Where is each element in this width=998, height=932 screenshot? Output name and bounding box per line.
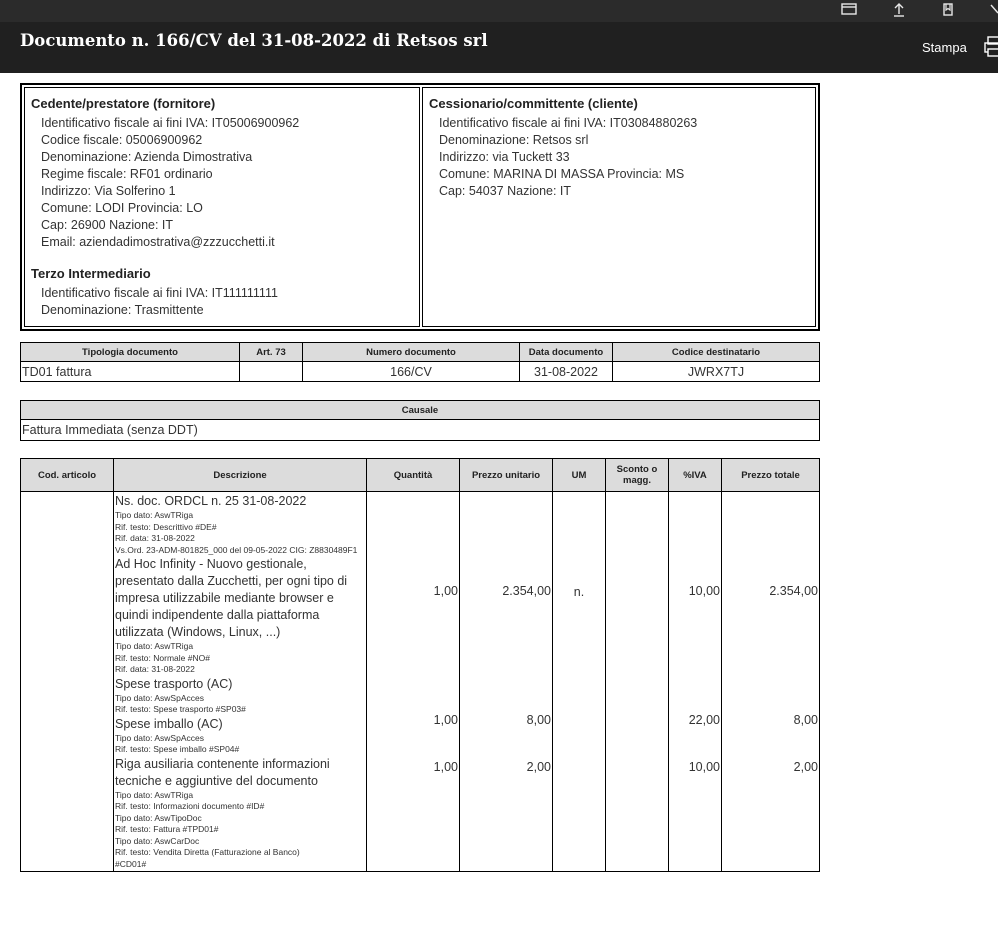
- line-description: impresa utilizzabile mediante browser e: [115, 591, 334, 605]
- parties-box: [20, 83, 820, 331]
- line-description: presentato dalla Zucchetti, per ogni tipo di: [115, 574, 348, 588]
- terzo-line: Denominazione: Trasmittente: [41, 303, 204, 317]
- line-detail: Rif. testo: Fattura #TPD01#: [115, 824, 219, 834]
- line-detail: Rif. testo: Vendita Diretta (Fatturazione al Banco): [115, 847, 300, 857]
- line-detail: Vs.Ord. 23-ADM-801825_000 del 09-05-2022 CIG: Z8830489F1: [115, 544, 358, 555]
- table-header: %IVA: [669, 459, 722, 492]
- description-cell: [114, 492, 367, 872]
- vat-value: 10,00: [688, 584, 720, 598]
- quantity-cell: [367, 492, 460, 872]
- table-header: Causale: [21, 401, 820, 420]
- quantity-value: 1,00: [433, 584, 458, 598]
- unit-price-value: 8,00: [526, 713, 551, 727]
- vat-value: 10,00: [688, 760, 720, 774]
- table-row: [21, 362, 820, 382]
- line-description: Ns. doc. ORDCL n. 25 31-08-2022: [115, 494, 307, 508]
- cedente-line: Denominazione: Azienda Dimostrativa: [41, 150, 253, 164]
- cessionario-line: Comune: MARINA DI MASSA Provincia: MS: [439, 167, 685, 181]
- line-detail: Tipo dato: AswTRiga: [115, 789, 194, 800]
- cedente-box: [24, 87, 420, 327]
- close-icon[interactable]: [990, 2, 998, 21]
- quantity-value: 1,00: [433, 713, 458, 727]
- table-header: Tipologia documento: [21, 343, 240, 362]
- article-code-cell: [21, 492, 114, 872]
- vat-cell: [669, 492, 722, 872]
- line-detail: Tipo dato: AswSpAcces: [115, 732, 204, 743]
- document-title: Documento n. 166/CV del 31-08-2022 di Retsos srl: [20, 31, 488, 50]
- line-detail: Tipo dato: AswTRiga: [115, 641, 194, 651]
- causale-cell: Fattura Immediata (senza DDT): [21, 420, 820, 441]
- line-detail: Tipo dato: AswTipoDoc: [115, 812, 202, 823]
- table-header: Prezzo unitario: [460, 459, 553, 492]
- document-data-table: [20, 342, 820, 382]
- table-header: Quantità: [367, 459, 460, 492]
- vat-value: 22,00: [688, 713, 720, 727]
- art73-cell: [240, 362, 303, 382]
- cedente-line: Email: aziendadimostrativa@zzzucchetti.it: [41, 235, 275, 249]
- window-icon[interactable]: [841, 2, 857, 21]
- line-description: tecniche e aggiuntive del documento: [115, 773, 318, 788]
- print-icon[interactable]: [983, 34, 998, 60]
- line-detail: Rif. data: 31-08-2022: [115, 664, 195, 674]
- line-detail: Rif. testo: Normale #NO#: [115, 652, 210, 663]
- table-header: Art. 73: [240, 343, 303, 362]
- document-header: [0, 22, 998, 73]
- table-header: UM: [553, 459, 606, 492]
- table-header: Descrizione: [114, 459, 367, 492]
- unit-price-value: 2.354,00: [502, 584, 551, 598]
- bookmark-icon[interactable]: [942, 2, 954, 22]
- share-icon[interactable]: [892, 2, 906, 23]
- total-price-value: 2,00: [793, 760, 818, 774]
- table-row: [21, 420, 820, 441]
- terzo-title: Terzo Intermediario: [31, 266, 151, 281]
- line-description: Spese trasporto (AC): [115, 676, 233, 691]
- line-description: Ad Hoc Infinity - Nuovo gestionale,: [115, 557, 307, 571]
- total-price-cell: [722, 492, 820, 872]
- line-description: quindi indipendente dalla piattaforma: [115, 608, 320, 622]
- unit-price-value: 2,00: [526, 760, 551, 774]
- causale-table: [20, 400, 820, 441]
- cedente-line: Identificativo fiscale ai fini IVA: IT05006900962: [41, 116, 300, 130]
- cedente-line: Comune: LODI Provincia: LO: [41, 201, 203, 215]
- cedente-title: Cedente/prestatore (fornitore): [31, 96, 216, 111]
- cessionario-line: Cap: 54037 Nazione: IT: [439, 184, 572, 198]
- recipient-code-cell: JWRX7TJ: [613, 362, 820, 382]
- table-row: [21, 492, 820, 872]
- table-header: Prezzo totale: [722, 459, 820, 492]
- line-detail: Rif. testo: Spese imballo #SP04#: [115, 744, 240, 754]
- um-cell: [553, 492, 606, 872]
- cessionario-line: Identificativo fiscale ai fini IVA: IT03084880263: [439, 116, 698, 130]
- cedente-line: Cap: 26900 Nazione: IT: [41, 218, 174, 232]
- cessionario-title: Cessionario/committente (cliente): [429, 96, 638, 111]
- lines-table: [20, 458, 820, 872]
- cedente-line: Indirizzo: Via Solferino 1: [41, 184, 176, 198]
- discount-cell: [606, 492, 669, 872]
- cessionario-box: [422, 87, 816, 327]
- table-header: Cod. articolo: [21, 459, 114, 492]
- top-toolbar: [0, 0, 998, 22]
- total-price-value: 2.354,00: [769, 584, 818, 598]
- print-button-label[interactable]: Stampa: [922, 40, 967, 55]
- line-detail: Tipo dato: AswTRiga: [115, 510, 194, 520]
- line-description: Spese imballo (AC): [115, 716, 223, 731]
- line-detail: Rif. testo: Spese trasporto #SP03#: [115, 704, 246, 714]
- line-detail: Rif. testo: Descrittivo #DE#: [115, 521, 217, 532]
- table-header: Numero documento: [303, 343, 520, 362]
- line-description: Riga ausiliaria contenente informazioni: [115, 756, 330, 771]
- unit-price-cell: [460, 492, 553, 872]
- doc-type-cell: TD01 fattura: [21, 362, 240, 382]
- cessionario-line: Indirizzo: via Tuckett 33: [439, 150, 570, 164]
- terzo-line: Identificativo fiscale ai fini IVA: IT111111111: [41, 286, 278, 300]
- cedente-line: Codice fiscale: 05006900962: [41, 133, 203, 147]
- line-description: utilizzata (Windows, Linux, ...): [115, 625, 281, 639]
- doc-number-cell: 166/CV: [303, 362, 520, 382]
- table-header: Codice destinatario: [613, 343, 820, 362]
- line-detail: Rif. data: 31-08-2022: [115, 533, 195, 543]
- line-detail: Tipo dato: AswCarDoc: [115, 835, 200, 846]
- table-header: Data documento: [520, 343, 613, 362]
- cessionario-line: Denominazione: Retsos srl: [439, 133, 589, 147]
- quantity-value: 1,00: [433, 760, 458, 774]
- total-price-value: 8,00: [793, 713, 818, 727]
- cedente-line: Regime fiscale: RF01 ordinario: [41, 167, 213, 181]
- table-header: Sconto o magg.: [606, 459, 669, 492]
- line-detail: Tipo dato: AswSpAcces: [115, 692, 204, 703]
- um-value: n.: [573, 585, 585, 599]
- line-detail: Rif. testo: Informazioni documento #ID#: [115, 801, 265, 811]
- cedente-lines: [25, 115, 419, 251]
- doc-date-cell: 31-08-2022: [520, 362, 613, 382]
- line-detail: #CD01#: [115, 858, 147, 869]
